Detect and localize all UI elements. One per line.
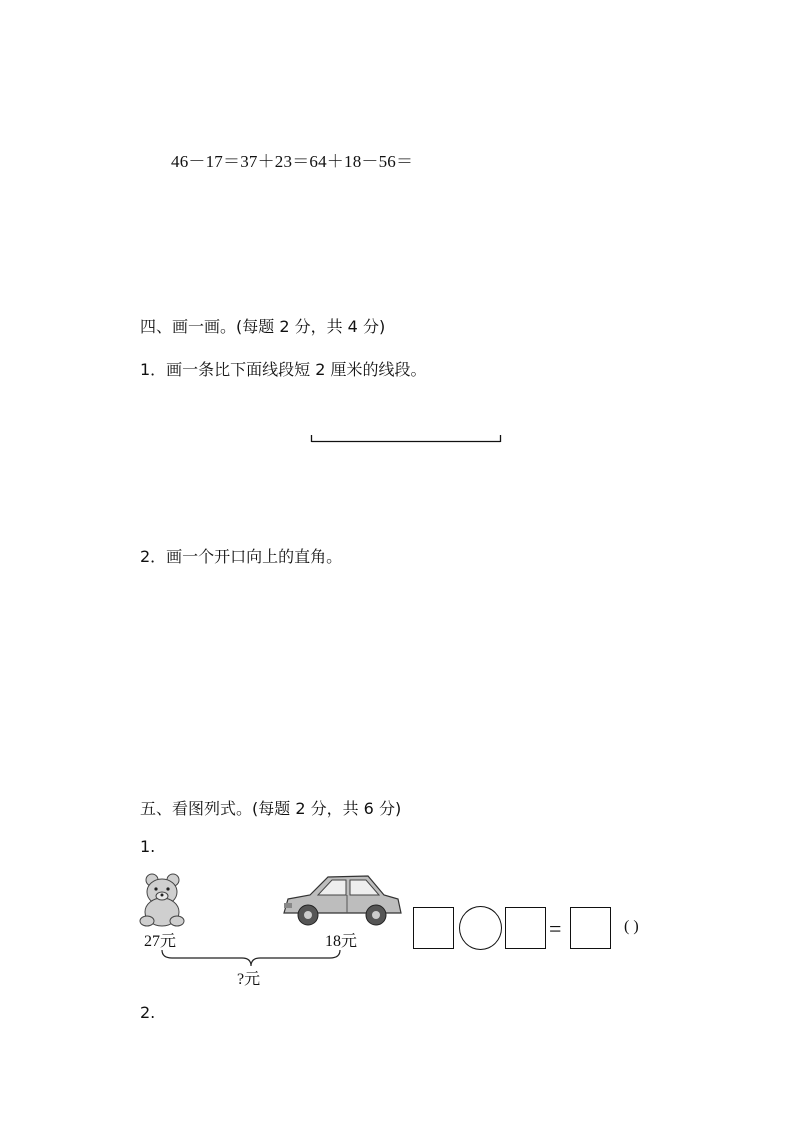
answer-box-first-number[interactable] xyxy=(413,907,454,949)
section-5-heading: 五、看图列式。(每题 2 分，共 6 分) xyxy=(140,799,402,818)
car-icon xyxy=(280,869,404,929)
question-4-2-text: 2．画一个开口向上的直角。 xyxy=(140,547,343,566)
question-5-2-label: 2. xyxy=(140,1003,156,1022)
reference-line-segment xyxy=(310,430,502,444)
teddy-bear-icon xyxy=(138,872,186,928)
total-price-label: ?元 xyxy=(237,971,261,988)
section-4-heading: 四、画一画。(每题 2 分，共 4 分) xyxy=(140,317,386,336)
unit-parentheses[interactable]: ( ) xyxy=(624,918,639,935)
answer-box-second-number[interactable] xyxy=(505,907,546,949)
equals-sign: = xyxy=(549,916,562,941)
question-4-1-text: 1．画一条比下面线段短 2 厘米的线段。 xyxy=(140,360,427,379)
question-5-1-label: 1. xyxy=(140,837,156,856)
operator-circle[interactable] xyxy=(459,906,502,950)
answer-box-result[interactable] xyxy=(570,907,611,949)
car-price-label: 18元 xyxy=(325,933,358,950)
equation-line: 46－17＝37＋23＝64＋18－56＝ xyxy=(171,152,414,171)
bear-price-label: 27元 xyxy=(144,933,177,950)
